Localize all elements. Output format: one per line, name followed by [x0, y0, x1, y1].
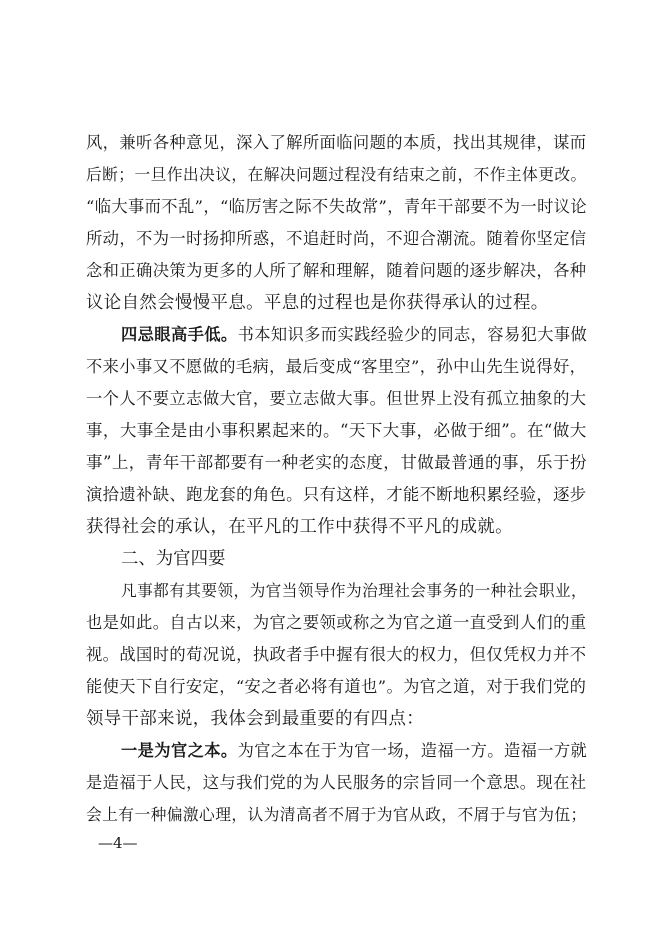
text-line: 事，大事全是由小事积累起来的。“天下大事，必做于细”。在“做大 [86, 421, 587, 440]
paragraph-first-line [121, 320, 586, 350]
text-line: 后断；一旦作出决议，在解决问题过程没有结束之前，不作主体更改。 [86, 165, 587, 184]
text-line: 是造福于人民，这与我们党的为人民服务的宗旨同一个意思。现在社 [86, 773, 587, 792]
text-line: 念和正确决策为更多的人所了解和理解，随着问题的逐步解决，各种 [86, 261, 587, 280]
paragraph-first-rest: 书本知识多而实践经验少的同志，容易犯大事做 [237, 325, 588, 344]
text-line: 事”上，青年干部都要有一种老实的态度，甘做最普通的事，乐于扮 [86, 453, 587, 472]
text-line: 议论自然会慢慢平息。平息的过程也是你获得承认的过程。 [86, 293, 549, 313]
paragraph-first-rest: 为官之本在于为官一场，造福一方。造福一方就 [237, 741, 588, 760]
text-line: 所动，不为一时扬抑所惑，不追赶时尚，不迎合潮流。随着你坚定信 [86, 229, 587, 248]
text-line: “临大事而不乱”，“临厉害之际不失故常”，青年干部要不为一时议论 [86, 197, 588, 216]
text-line: 领导干部来说，我体会到最重要的有四点： [86, 709, 425, 729]
section-heading: 二、为官四要 [121, 549, 226, 569]
text-line: 一个人不要立志做大官，要立志做大事。但世界上没有孤立抽象的大 [86, 389, 587, 408]
paragraph-lead: 一是为官之本。 [121, 741, 238, 760]
text-line: 视。战国时的荀况说，执政者手中握有很大的权力，但仅凭权力并不 [86, 645, 587, 664]
text-line: 演拾遗补缺、跑龙套的角色。只有这样，才能不断地积累经验，逐步 [86, 485, 587, 504]
page-number: —4— [98, 834, 138, 852]
text-line: 获得社会的承认，在平凡的工作中获得不平凡的成就。 [86, 517, 513, 537]
text-line: 不来小事又不愿做的毛病，最后变成“客里空”，孙中山先生说得好， [86, 357, 587, 376]
text-line: 会上有一种偏激心理，认为清高者不屑于为官从政，不屑于与官为伍； [86, 805, 587, 824]
text-line: 风，兼听各种意见，深入了解所面临问题的本质，找出其规律，谋而 [86, 133, 587, 152]
text-line: 也是如此。自古以来，为官之要领或称之为官之道一直受到人们的重 [86, 613, 587, 632]
paragraph-first-line [121, 736, 586, 766]
paragraph-first-line: 凡事都有其要领，为官当领导作为治理社会事务的一种社会职业， [121, 581, 588, 600]
text-line: 能使天下自行安定，“安之者必将有道也”。为官之道，对于我们党的 [86, 677, 587, 696]
paragraph-lead: 四忌眼高手低。 [121, 325, 238, 344]
